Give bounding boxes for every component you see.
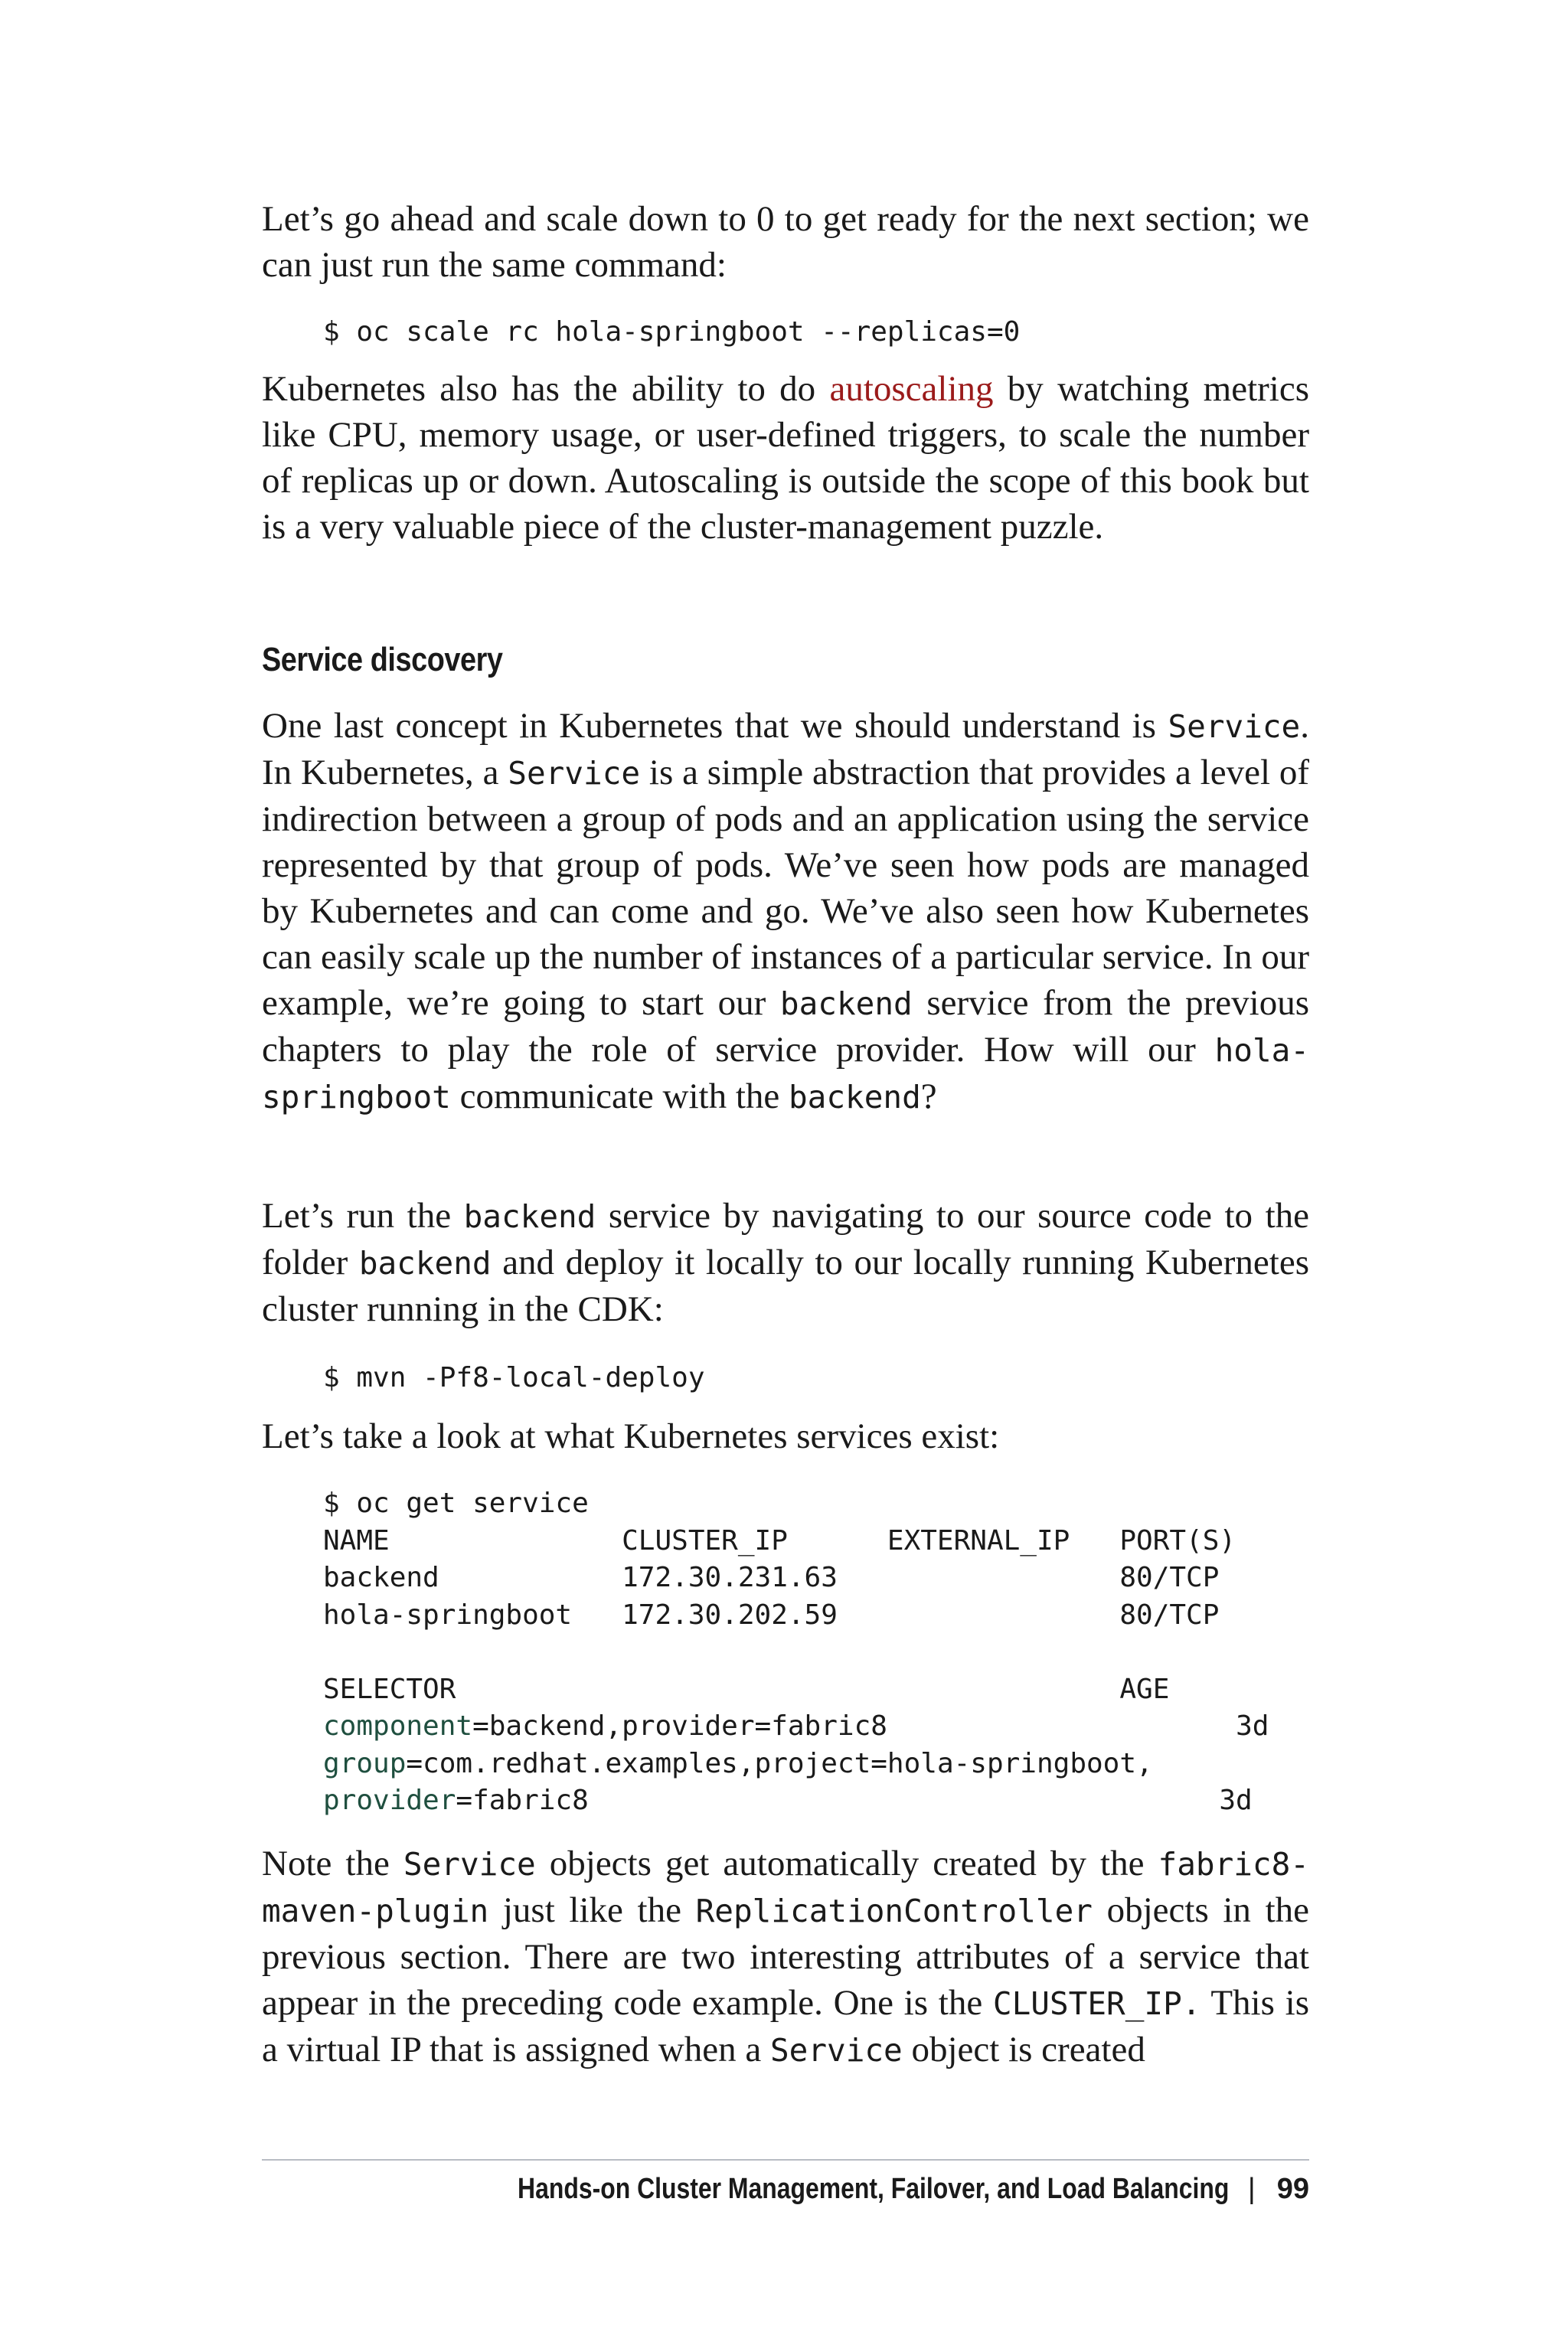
page-footer: [262, 2166, 1309, 2212]
autoscaling-link[interactable]: autoscaling: [829, 369, 994, 409]
section-heading-service-discovery: Service discovery: [262, 641, 503, 678]
paragraph-run-backend: Let’s run the backend service by navigating to our source code to the folder backend and deploy it locally to our locally running Kubernetes cluster running in the CDK:: [262, 1196, 1309, 1329]
code-line-backend: backend 172.30.231.63 80/TCP: [323, 1562, 1220, 1593]
code-mvn-deploy: $ mvn -Pf8-local-deploy: [323, 1362, 705, 1393]
code-line-header2: SELECTOR AGE: [323, 1673, 1170, 1705]
footer-chapter-title: Hands-on Cluster Management, Failover, and Load Balancing: [518, 2173, 1230, 2205]
paragraph-service-concept: One last concept in Kubernetes that we should understand is Service. In Kubernetes, a Service is a simple abstraction that provides a level of indirection between a group of pods and an application using the service represented by that group of pods. We’ve seen how pods are managed by Kubernetes and can come and go. We’ve also seen how Kubernetes can easily scale up the number of instances of a particular service. In our example, we’re going to start our backend service from the previous chapters to play the role of service provider. How will our hola-springboot communicate with the backend?: [262, 706, 1310, 1116]
code-service-listing: $ oc get service NAME CLUSTER_IP EXTERNAL_IP PORT(S) backend 172.30.231.63 80/TCP hola-springboot 172.30.202.59 80/TCP SELECTOR AGE component=backend,provider=fabric8 3d group=com.redhat.examples,project=hola-springboot, provider=fabric8 3d: [323, 1488, 1269, 1816]
code-line-hola: hola-springboot 172.30.202.59 80/TCP: [323, 1599, 1220, 1631]
code-line-command: $ oc get service: [323, 1488, 589, 1519]
paragraph-look-services: Let’s take a look at what Kubernetes services exist:: [262, 1416, 1000, 1456]
code-line-header: NAME CLUSTER_IP EXTERNAL_IP PORT(S): [323, 1524, 1236, 1557]
footer-separator: |: [1247, 2173, 1256, 2205]
page-number: 99: [1276, 2173, 1309, 2205]
paragraph-service-objects: Note the Service objects get automatically created by the fabric8-maven-plugin just like the ReplicationController objects in the previous section. There are two interesting attributes of a service that appear in the preceding code example. One is the CLUSTER_IP. This is a virtual IP that is assigned when a Service object is created: [262, 1844, 1309, 2069]
footer-rule: [262, 2159, 1309, 2161]
paragraph-autoscaling: Kubernetes also has the ability to do autoscaling by watching metrics like CPU, memory usage, or user-defined triggers, to scale the number of replicas up or down. Autoscaling is outside the scope of this book but is a very valuable piece of the cluster-management puzzle.: [262, 369, 1309, 547]
paragraph-scale-down: Let’s go ahead and scale down to 0 to get ready for the next section; we can just run the same command:: [262, 199, 1309, 285]
code-scale-command: $ oc scale rc hola-springboot --replicas=0: [323, 316, 1021, 348]
